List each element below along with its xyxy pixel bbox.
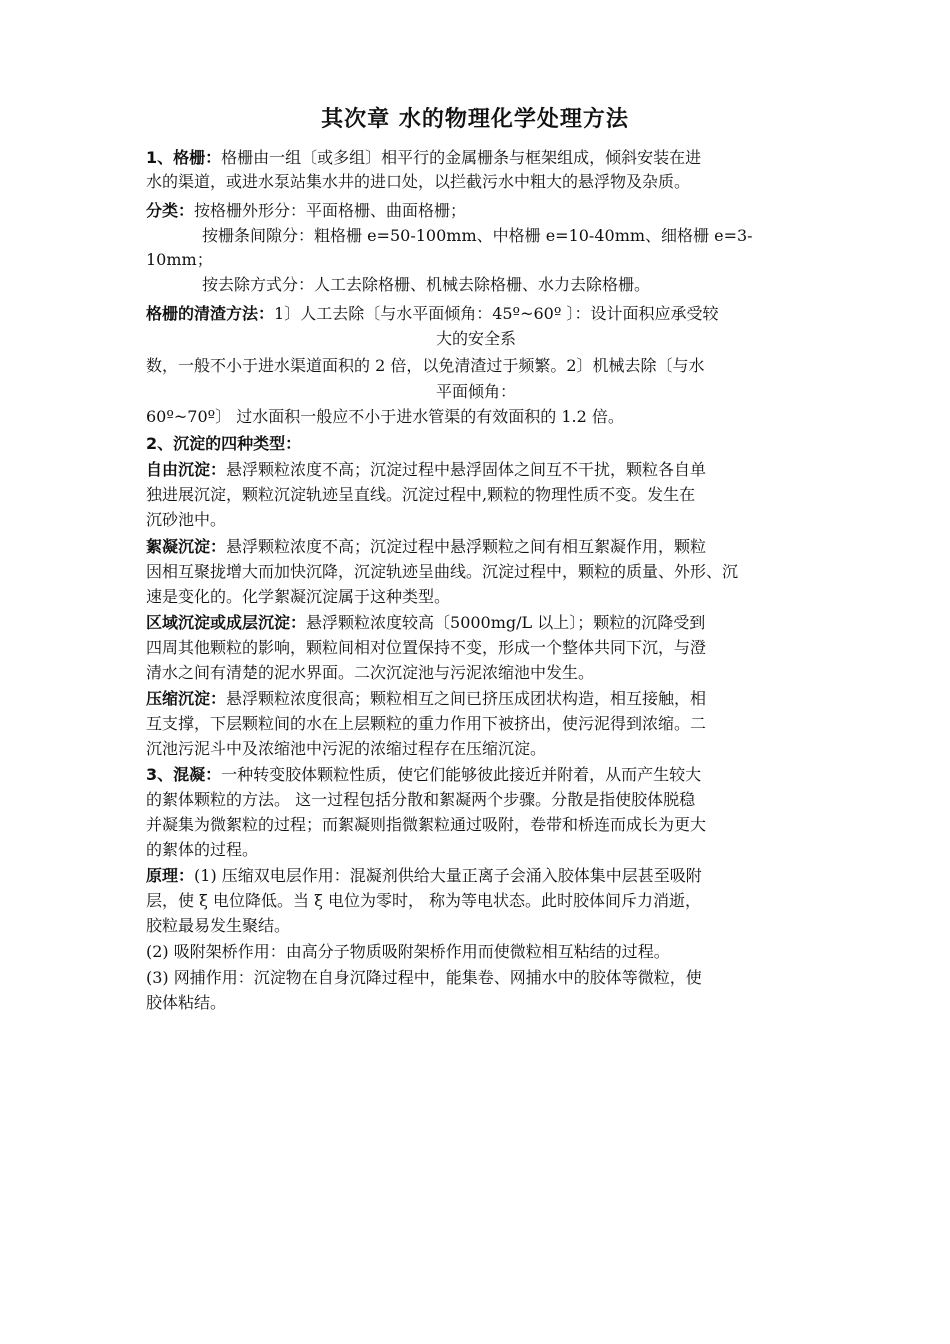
coag-line-1: 3、混凝：一种转变胶体颗粒性质，使它们能够彼此接近并附着，从而产生较大 [146, 765, 702, 784]
grille-def-line-1: 1、格栅：格栅由一组〔或多组〕相平行的金属栅条与框架组成，倾斜安装在进 [146, 148, 702, 167]
grille-def-line-2: 水的渠道，或进水泵站集水井的进口处，以拦截污水中粗大的悬浮物及杂质。 [146, 172, 691, 191]
floc-label: 絮凝沉淀： [146, 537, 227, 556]
prin-line-1: 原理：(1) 压缩双电层作用：混凝剂供给大量正离子会涌入胶体集中层甚至吸附 [146, 866, 702, 885]
clean-line-3: 数，一般不小于进水渠道面积的 2 倍，以免清渣过于频繁。2〕机械去除〔与水 [146, 356, 705, 375]
coag-line-3: 并凝集为微絮粒的过程；而絮凝则指微絮粒通过吸附，卷带和桥连而成长为更大 [146, 815, 707, 834]
floc-line-2: 因相互聚拢增大而加快沉降，沉淀轨迹呈曲线。沉淀过程中，颗粒的质量、外形、沉 [146, 562, 739, 581]
floc-line-3: 速是变化的。化学絮凝沉淀属于这种类型。 [146, 587, 451, 606]
free-line-3: 沉砂池中。 [146, 510, 227, 529]
prin-line-2: 层，使 ξ 电位降低。当 ξ 电位为零时， 称为等电状态。此时胶体间斥力消逝， [146, 891, 702, 910]
zone-line-2: 四周其他颗粒的影响，颗粒间相对位置保持不变，形成一个整体共同下沉，与澄 [146, 638, 707, 657]
class-line-1: 分类：按格栅外形分：平面格栅、曲面格栅； [146, 201, 467, 220]
free-line-2: 独进展沉淀，颗粒沉淀轨迹呈直线。沉淀过程中,颗粒的物理性质不变。发生在 [146, 485, 696, 504]
clean-line-5: 60º~70º〕 过水面积一般应不小于进水管渠的有效面积的 1.2 倍。 [146, 407, 624, 426]
floc-line-1: 絮凝沉淀：悬浮颗粒浓度不高；沉淀过程中悬浮颗粒之间有相互絮凝作用，颗粒 [146, 537, 707, 556]
free-label: 自由沉淀： [146, 460, 227, 479]
clean-line-4: 平面倾角： [435, 382, 516, 401]
prin-label: 原理： [146, 866, 195, 885]
prin-line-6: 胶体粘结。 [146, 993, 227, 1012]
page-title: 其次章 水的物理化学处理方法 [321, 107, 629, 132]
class-line-4: 按去除方式分：人工去除格栅、机械去除格栅、水力去除格栅。 [202, 275, 651, 294]
prin-line-3: 胶粒最易发生聚结。 [146, 916, 291, 935]
coag-line-2: 的絮体颗粒的方法。 这一过程包括分散和絮凝两个步骤。分散是指使胶体脱稳 [146, 790, 696, 809]
clean-line-1: 格栅的清渣方法：1〕人工去除〔与水平面倾角：45º~60º 〕：设计面积应承受较 [146, 304, 719, 323]
comp-line-3: 沉池污泥斗中及浓缩池中污泥的浓缩过程存在压缩沉淀。 [146, 739, 547, 758]
zone-label: 区域沉淀或成层沉淀： [146, 613, 307, 632]
comp-line-2: 互支撑，下层颗粒间的水在上层颗粒的重力作用下被挤出，使污泥得到浓缩。二 [146, 714, 707, 733]
clean-label: 格栅的清渣方法： [146, 304, 275, 323]
coag-line-4: 的絮体的过程。 [146, 840, 259, 859]
coag-label: 3、混凝： [146, 765, 222, 784]
section-2-heading: 2、沉淀的四种类型： [146, 434, 302, 453]
comp-line-1: 压缩沉淀：悬浮颗粒浓度很高；颗粒相互之间已挤压成团状构造，相互接触，相 [146, 689, 707, 708]
clean-line-2: 大的安全系 [435, 329, 516, 348]
grille-label: 1、格栅： [146, 148, 222, 167]
class-line-3: 10mm； [146, 250, 213, 269]
class-line-2: 按栅条间隙分：粗格栅 e=50-100mm、中格栅 e=10-40mm、细格栅 e=3- [202, 226, 753, 245]
zone-line-1: 区域沉淀或成层沉淀：悬浮颗粒浓度较高〔5000mg/L 以上〕；颗粒的沉降受到 [146, 613, 706, 632]
zone-line-3: 清水之间有清楚的泥水界面。二次沉淀池与污泥浓缩池中发生。 [146, 663, 595, 682]
class-label: 分类： [146, 201, 195, 220]
prin-line-5: (3) 网捕作用：沉淀物在自身沉降过程中，能集卷、网捕水中的胶体等微粒，使 [146, 968, 702, 987]
free-line-1: 自由沉淀：悬浮颗粒浓度不高；沉淀过程中悬浮固体之间互不干扰，颗粒各自单 [146, 460, 707, 479]
prin-line-4: (2) 吸附架桥作用：由高分子物质吸附架桥作用而使微粒相互粘结的过程。 [146, 942, 670, 961]
comp-label: 压缩沉淀： [146, 689, 227, 708]
